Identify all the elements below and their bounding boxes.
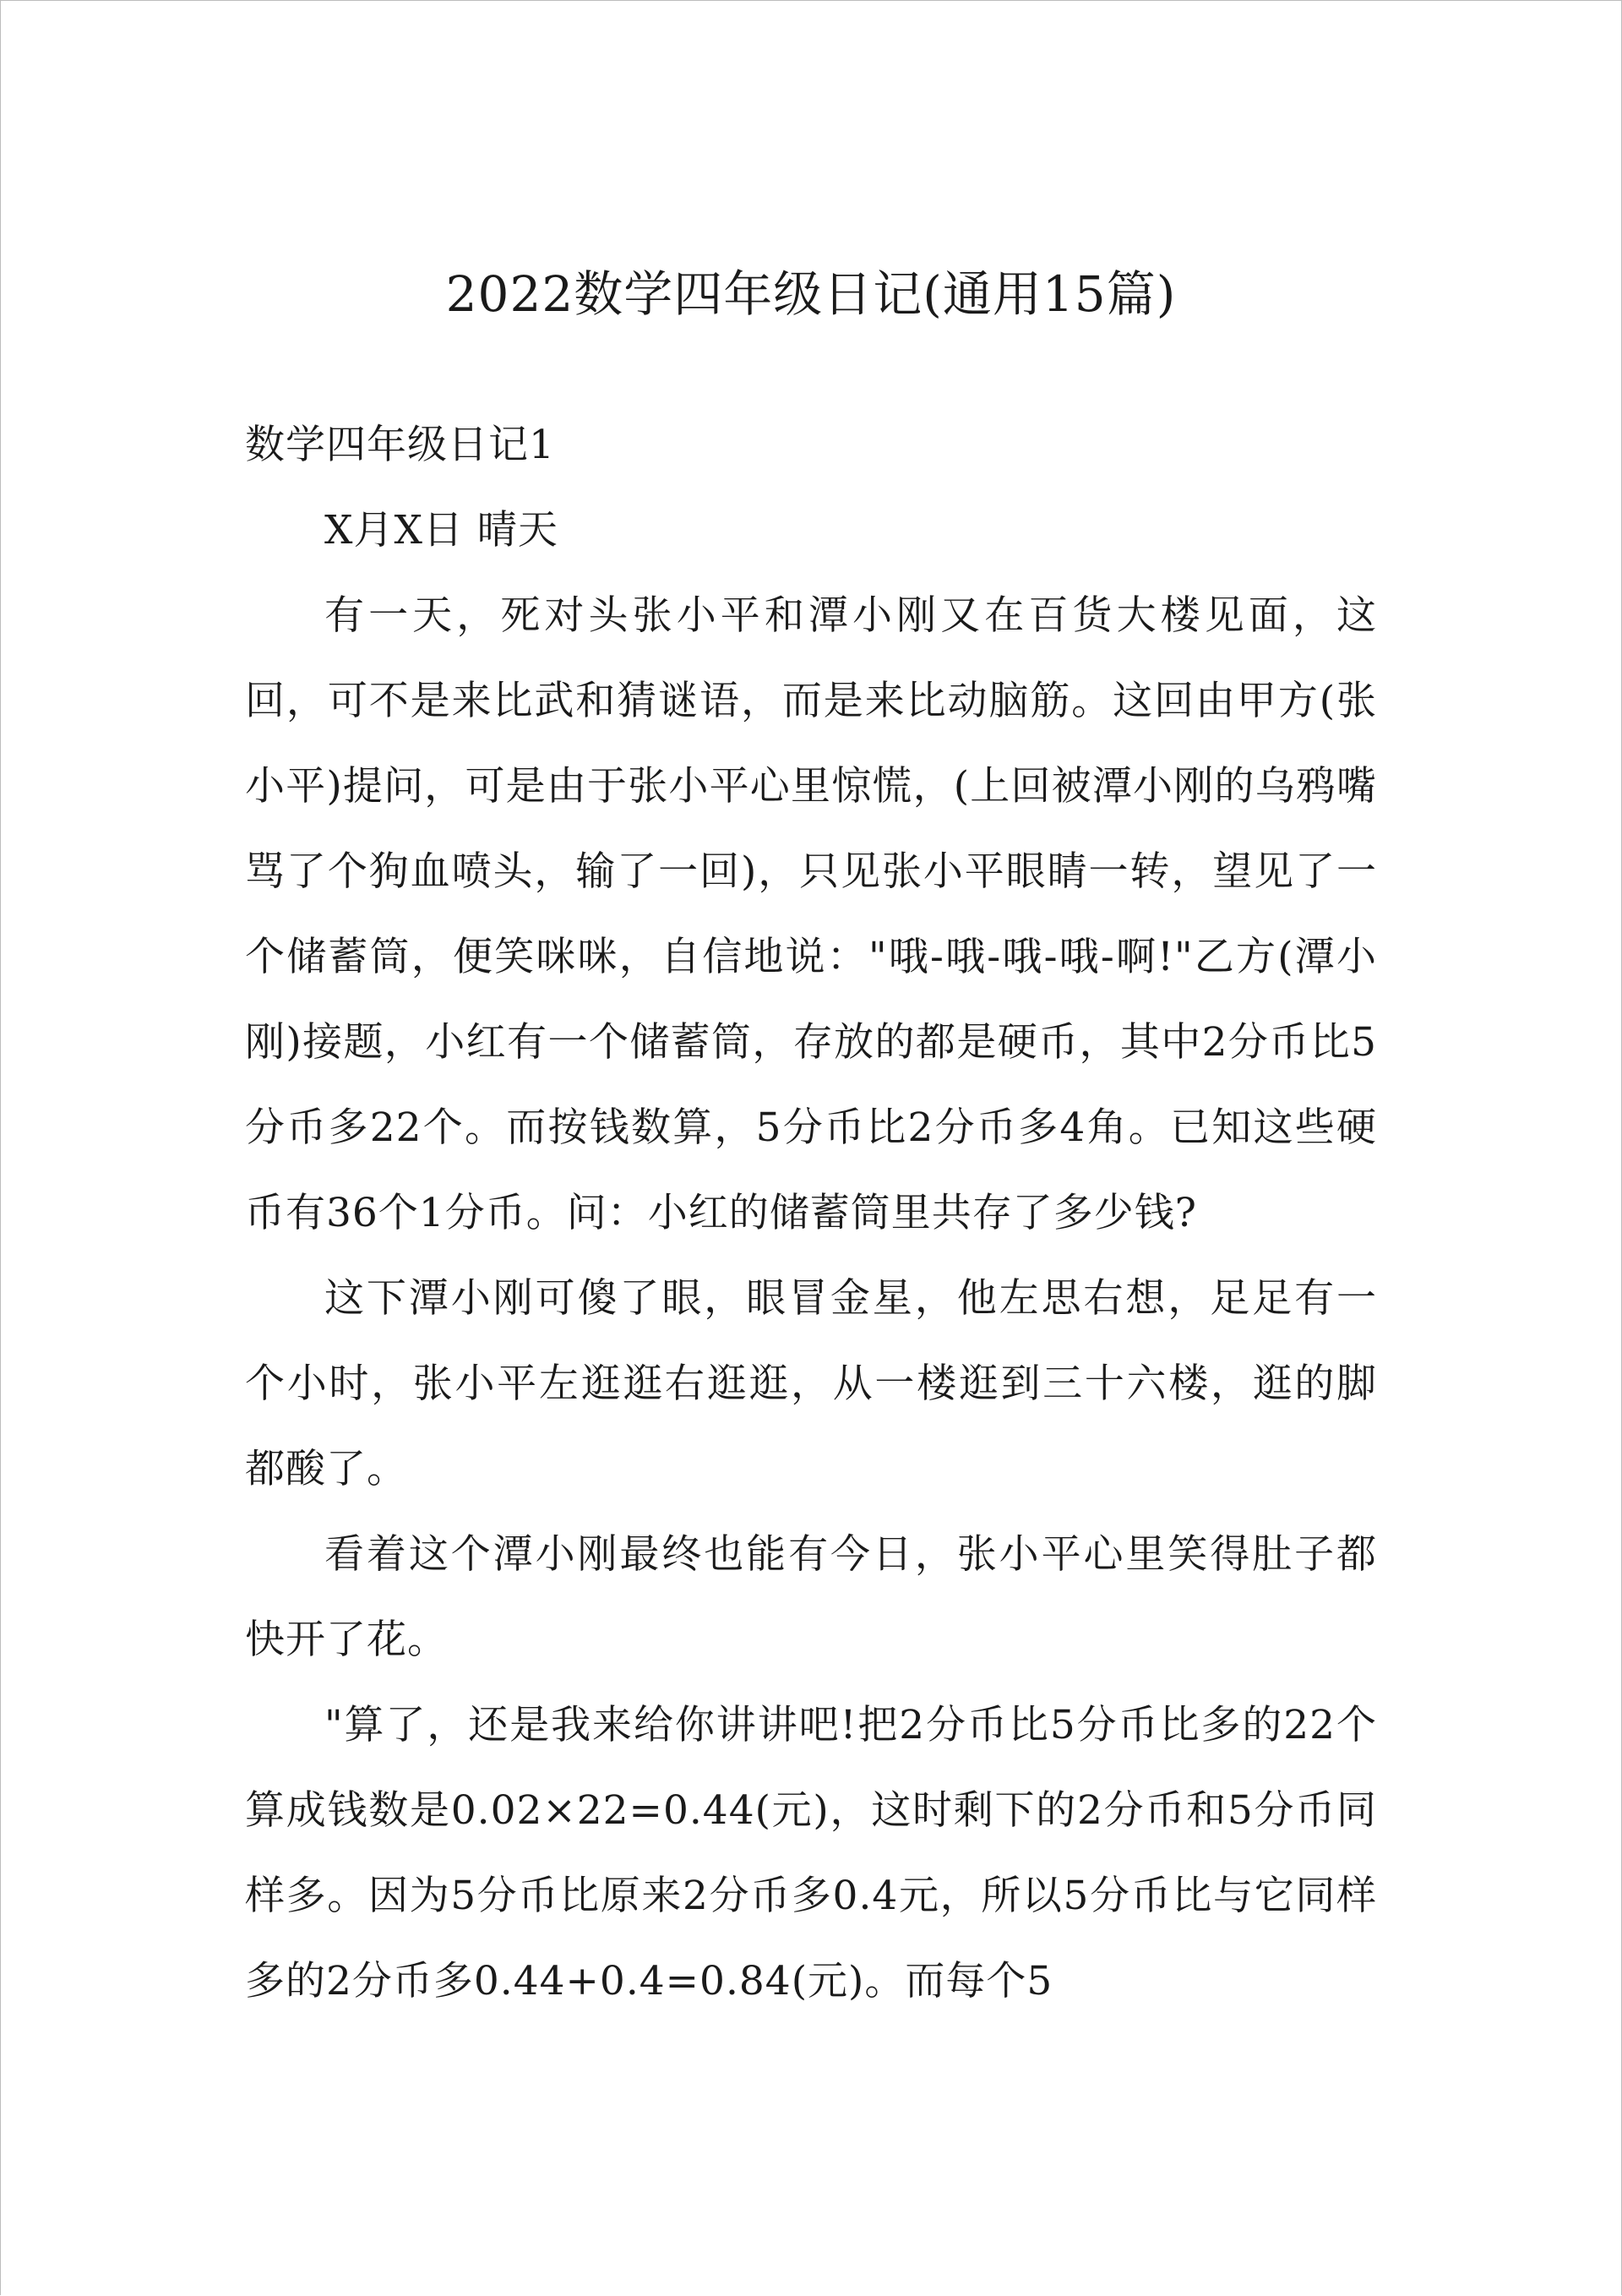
date-line: X月X日 晴天 (324, 507, 558, 554)
paragraph: "算了，还是我来给你讲讲吧!把2分币比5分币比多的22个算成钱数是0.02×22=0.44(元)，这时剩下的2分币和5分币同样多。因为5分币比原来2分币多0.4元，所以5分币比与它同样多的2分币多0.44+0.4=0.84(元)。而每个5 (245, 1702, 1377, 2004)
paragraph: 看着这个潭小刚最终也能有今日，张小平心里笑得肚子都快开了花。 (245, 1531, 1377, 1663)
paragraph: 这下潭小刚可傻了眼，眼冒金星，他左思右想，足足有一个小时，张小平左逛逛右逛逛，从一楼逛到三十六楼，逛的脚都酸了。 (245, 1275, 1377, 1492)
paragraph: 有一天，死对头张小平和潭小刚又在百货大楼见面，这回，可不是来比武和猜谜语，而是来比动脑筋。这回由甲方(张小平)提问，可是由于张小平心里惊慌，(上回被潭小刚的乌鸦嘴骂了个狗血喷头，输了一回)，只见张小平眼睛一转，望见了一个储蓄筒，便笑咪咪，自信地说："哦-哦-哦-哦-啊!"乙方(潭小刚)接题，小红有一个储蓄筒，存放的都是硬币，其中2分币比5分币多22个。而按钱数算，5分币比2分币多4角。已知这些硬币有36个1分币。问：小红的储蓄筒里共存了多少钱? (245, 592, 1377, 1236)
document-body (245, 402, 1377, 2024)
document-title: 2022数学四年级日记(通用15篇) (445, 265, 1177, 323)
section-heading: 数学四年级日记1 (245, 422, 555, 468)
